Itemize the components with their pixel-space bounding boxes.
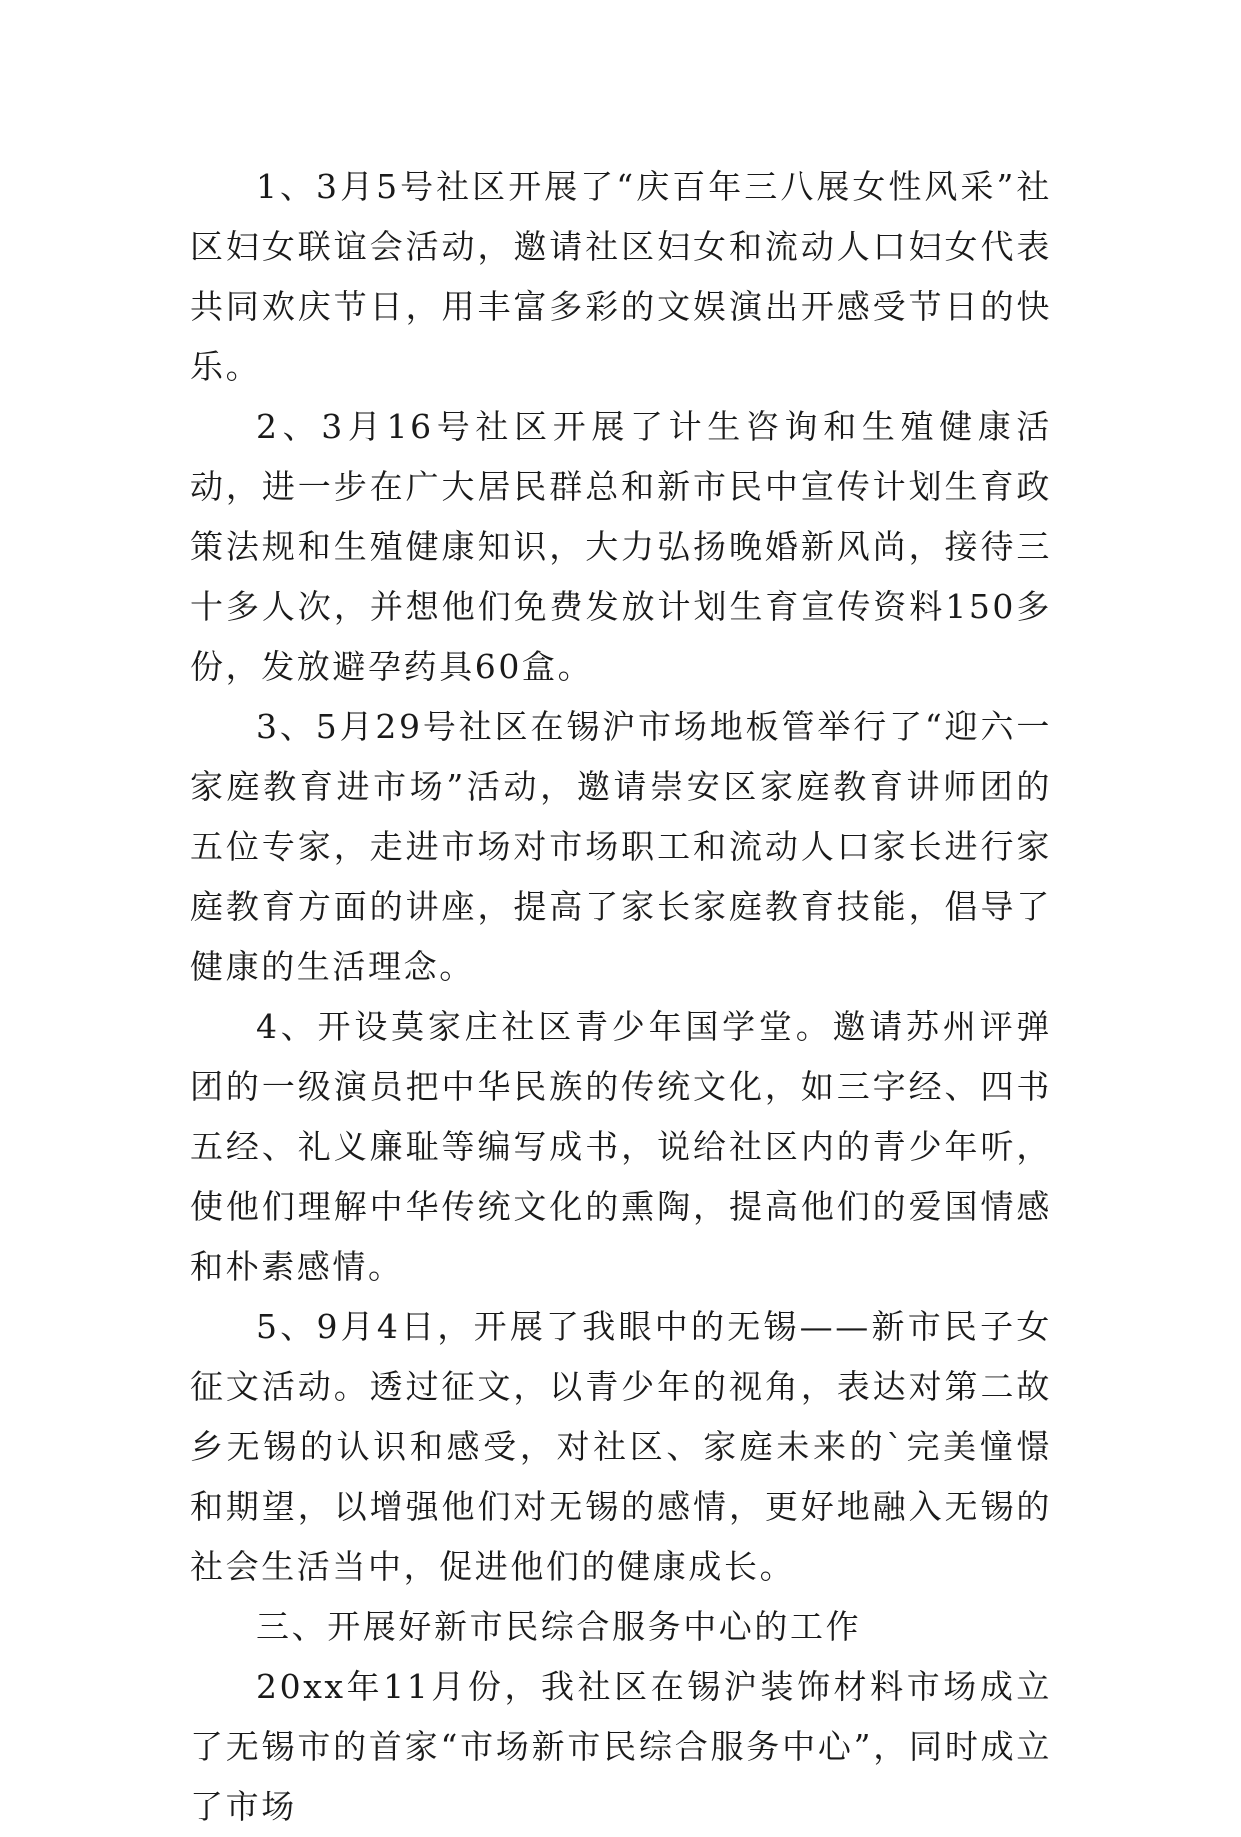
paragraph-activity-3: 3、5月29号社区在锡沪市场地板管举行了“迎六一家庭教育进市场”活动，邀请崇安区家庭教育讲师团的五位专家，走进市场对市场职工和流动人口家长进行家庭教育方面的讲座，提高了家长家庭教育技能，倡导了健康的生活理念。 <box>190 707 1052 986</box>
paragraph-activity-2: 2、3月16号社区开展了计生咨询和生殖健康活动，进一步在广大居民群总和新市民中宣传计划生育政策法规和生殖健康知识，大力弘扬晚婚新风尚，接待三十多人次，并想他们免费发放计划生育宣传资料150多份，发放避孕药具60盒。 <box>190 407 1052 686</box>
document-body <box>190 157 1052 1837</box>
paragraph-service-center: 20xx年11月份，我社区在锡沪装饰材料市场成立了无锡市的首家“市场新市民综合服务中心”，同时成立了市场 <box>190 1667 1052 1826</box>
paragraph-activity-1: 1、3月5号社区开展了“庆百年三八展女性风采”社区妇女联谊会活动，邀请社区妇女和流动人口妇女代表共同欢庆节日，用丰富多彩的文娱演出开感受节日的快乐。 <box>190 167 1052 386</box>
paragraph-activity-5: 5、9月4日，开展了我眼中的无锡——新市民子女征文活动。透过征文，以青少年的视角，表达对第二故乡无锡的认识和感受，对社区、家庭未来的`完美憧憬和期望，以增强他们对无锡的感情，更好地融入无锡的社会生活当中，促进他们的健康成长。 <box>190 1307 1052 1586</box>
paragraph-activity-4: 4、开设莫家庄社区青少年国学堂。邀请苏州评弹团的一级演员把中华民族的传统文化，如三字经、四书五经、礼义廉耻等编写成书，说给社区内的青少年听，使他们理解中华传统文化的熏陶，提高他们的爱国情感和朴素感情。 <box>190 1007 1052 1286</box>
section-heading: 三、开展好新市民综合服务中心的工作 <box>256 1607 862 1646</box>
